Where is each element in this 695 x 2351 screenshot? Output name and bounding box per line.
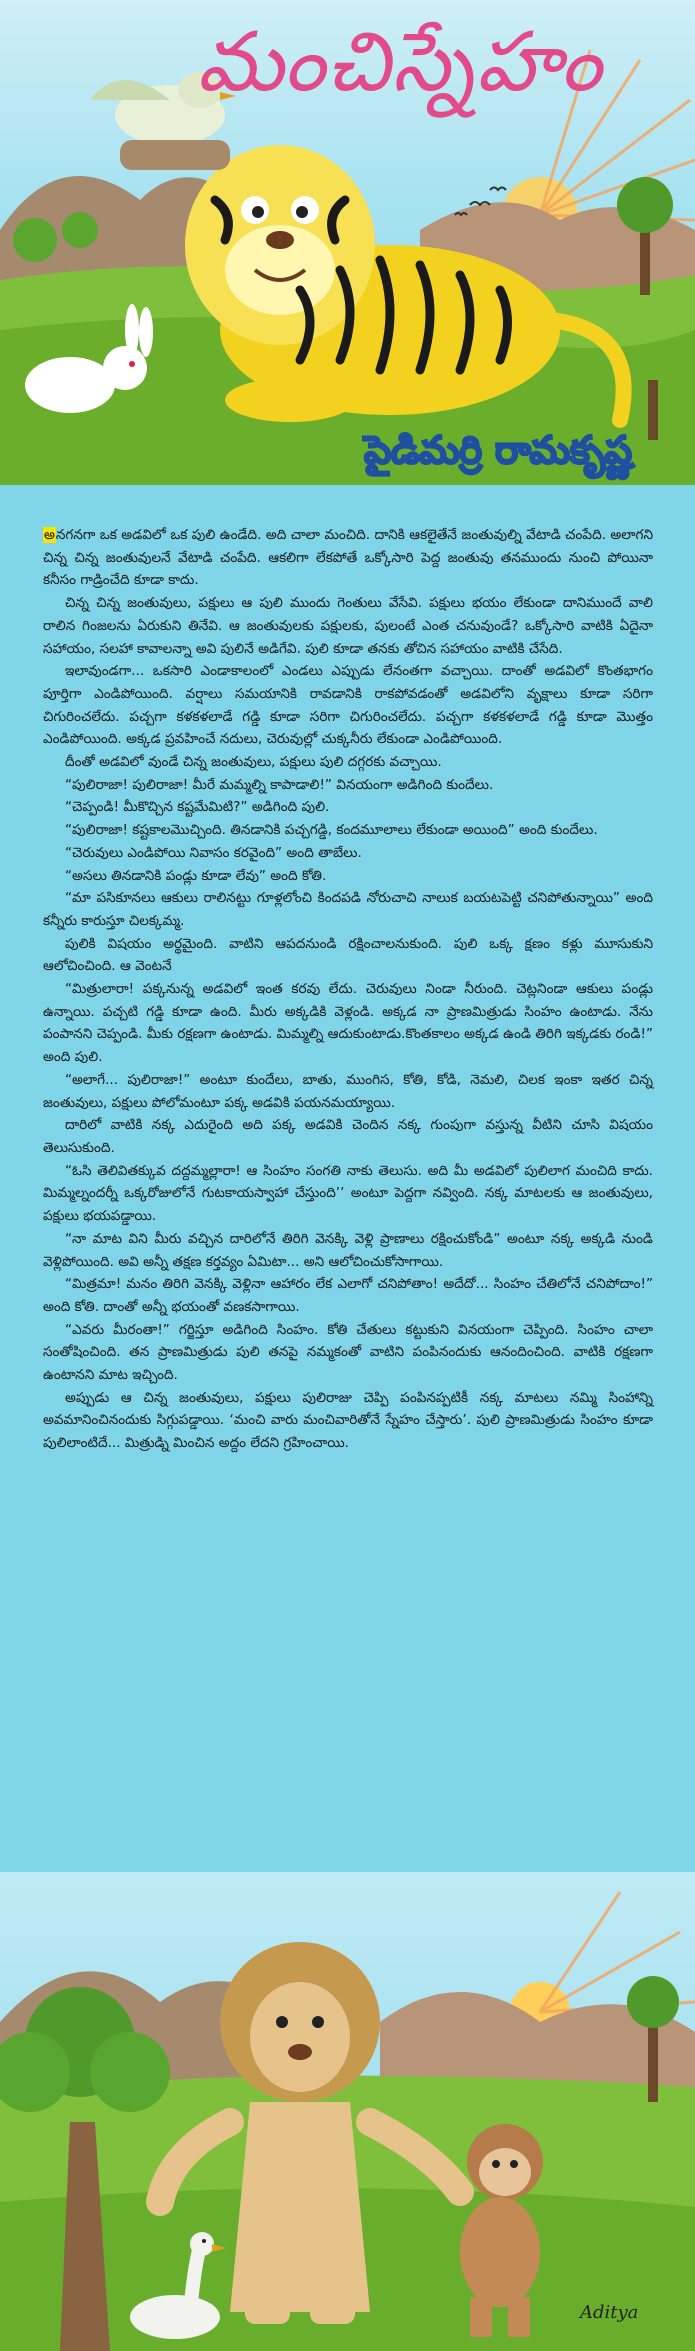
story-paragraph: అనగనగా ఒక అడవిలో ఒక పులి ఉండేది. అది చాలా మంచిది. దానికి ఆకలైతేనే జంతువుల్ని వేటాడి చంపేది. అలాగని చిన్న చిన్న జంతువులనే వేటాడి చంపేది. ఆకలిగా లేకపోతే ఒక్కోసారి పెద్ద జంతువు తనముందు నుంచి పోయినా కనీసం గాడ్రించేది కూడా కాదు. [43,527,653,589]
story-paragraph: పులికి విషయం అర్థమైంది. వాటిని ఆపదనుండి రక్షించాలనుకుంది. పులి ఒక్క క్షణం కళ్లు మూసుకుని ఆలోచించింది. ఆ వెంటనే [43,935,653,975]
story-paragraph: “పులిరాజా! పులిరాజా! మీరే మమ్మల్ని కాపాడాలి!” వినయంగా అడిగింది కుందేలు. [65,776,494,793]
story-body [43,524,653,1455]
story-paragraph: “అసలు తినడానికి పండ్లు కూడా లేవు” అంది కోతి. [65,867,327,884]
story-paragraph: దీంతో అడవిలో వుండే చిన్న జంతువులు, పక్షులు పులి దగ్గరకు వచ్చాయి. [65,754,442,771]
story-paragraph: “చెరువులు ఎండిపోయి నివాసం కరవైంది” అంది తాబేలు. [65,844,362,861]
story-paragraph: “మిత్రులారా! పక్కనున్న అడవిలో ఇంత కరవు లేదు. చెరువులు నిండా నీరుంది. చెట్లనిండా ఆకులు పండ్లు ఉన్నాయి. పచ్చటి గడ్డి కూడా ఉంది. మీరు అక్కడికి వెళ్లండి. అక్కడ నా ప్రాణమిత్రుడు సింహం ఉంటాడు. నేను పంపానని చెప్పండి. మీకు రక్షణగా ఉంటాడు. మిమ్మల్ని ఆదుకుంటాడు.కొంతకాలం అక్కడ ఉండి తిరిగి ఇక్కడకు రండి!” అంది పులి. [43,981,653,1066]
story-paragraph: అప్పుడు ఆ చిన్న జంతువులు, పక్షులు పులిరాజు చెప్పి పంపినప్పటికీ నక్క మాటలు నమ్మి సింహాన్ని అవమానించినందుకు సిగ్గుపడ్డాయి. ‘మంచి వారు మంచివారితోనే స్నేహం చేస్తారు’. పులి ప్రాణమిత్రుడు సింహం కూడా పులిలాంటిదే... మిత్రుడ్ని మించిన అద్దం లేదని గ్రహించాయి. [43,1389,653,1452]
story-paragraph: “నా మాట విని మీరు వచ్చిన దారిలోనే తిరిగి వెనక్కి వెళ్లి ప్రాణాలు రక్షించుకోండి” అంటూ నక్క అక్కడి నుండి వెళ్లిపోయింది. అవి అన్నీ తక్షణ కర్తవ్యం ఏమిటా... అని ఆలోచించుకోసాగాయి. [43,1230,653,1270]
story-paragraph: “చెప్పండి! మీకొచ్చిన కష్టమేమిటి?” అడిగింది పులి. [65,799,330,816]
header-illustration [0,0,695,485]
story-paragraph: చిన్న చిన్న జంతువులు, పక్షులు ఆ పులి ముందు గెంతులు వేసేవి. పక్షులు భయం లేకుండా దానిముందే వాలి రాలిన గింజలను ఏరుకుని తినేవి. ఆ జంతువులకు పక్షులకు, పులంటే ఎంత చనువుండే? ఒక్కోసారి వాటికి ఏదైనా సహాయం, సలహా కావాలన్నా అవి పులినే అడిగేవి. పులి కూడా తనకు తోచిన సహాయం వాటికి చేసేది. [43,595,653,657]
story-paragraph: “మా పసికూనలు ఆకులు రాలినట్టు గూళ్లలోంచి కిందపడి నోరుచాచి నాలుక బయటపెట్టి చనిపోతున్నాయి” అంది కన్నీరు కారుస్తూ చిలక్కమ్మ. [43,890,653,929]
story-paragraph: “ఎవరు మీరంతా!” గర్జిస్తూ అడిగింది సింహం. కోతి చేతులు కట్టుకుని వినయంగా చెప్పింది. సింహం చాలా సంతోషించింది. తన ప్రాణమిత్రుడు పులి తనపై నమ్మకంతో వాటిని పంపినందుకు ఆనందించింది. వాటికి రక్షణగా ఉంటానని మాట ఇచ్చింది. [43,1321,653,1384]
lion-monkey-duck-illustration [0,1872,695,2351]
story-paragraph: దారిలో వాటికి నక్క ఎదురైంది అది పక్క అడవికి చెందిన నక్క గుంపుగా వస్తున్న వీటిని చూసి విషయం తెలుసుకుంది. [43,1117,653,1156]
author-name: పైడిమర్రి రామకృష్ణ [364,428,632,472]
story-paragraph: “ఓసి తెలివితక్కువ దద్దమ్మల్లారా! ఆ సింహం సంగతి నాకు తెలుసు. అది మీ అడవిలో పులిలాగ మంచిది కాదు. మిమ్మల్నందర్నీ ఒక్కరోజులోనే గుటకాయస్వాహా చేస్తుంది’’ అంటూ పెద్దగా నవ్వింది. నక్క మాటలకు ఆ జంతువులు, పక్షులు భయపడ్డాయి. [43,1162,653,1225]
drop-cap: అ [44,527,55,543]
story-paragraph: “పులిరాజా! కష్టకాలమొచ్చింది. తినడానికి పచ్చగడ్డి, కందమూలాలు లేకుండా అయింది” అంది కుందేలు. [65,822,598,839]
story-paragraph: ఇలావుండగా... ఒకసారి ఎండాకాలంలో ఎండలు ఎప్పుడు లేనంతగా వచ్చాయి. దాంతో అడవిలో కొంతభాగం పూర్తిగా ఎండిపోయింది. వర్షాలు సమయానికి రావడానికి రాకపోవడంతో అడవిలోని వృక్షాలు కూడా సరిగా చిగురించలేదు. పచ్చగా కళకళలాడే గడ్డి కూడా సరిగా చిగురించలేదు. పచ్చగా కళకళలాడే గడ్డి కూడా మొత్తం ఎండిపోయింది. అక్కడ ప్రవహించే నదులు, చెరువుల్లో చుక్కనీరు లేకుండా ఎండిపోయింది. [43,663,653,748]
footer-illustration [0,1872,695,2351]
story-title: మంచిస్నేహం [196,15,604,110]
story-paragraph: “అలాగే... పులిరాజా!” అంటూ కుందేలు, బాతు, ముంగిస, కోతి, కోడి, నెమలి, చిలక ఇంకా ఇతర చిన్న జంతువులు, పక్షులు పోలోమంటూ పక్క అడవికి పయనమయ్యాయి. [43,1071,653,1111]
artist-signature: Aditya [580,2302,639,2323]
story-paragraph: “మిత్రమా! మనం తిరిగి వెనక్కి వెళ్లినా ఆహారం లేక ఎలాగో చనిపోతాం! అదేదో... సింహం చేతిలోనే చనిపోదాం!” అంది కోతి. దాంతో అన్నీ భయంతో వణకసాగాయి. [43,1276,653,1315]
